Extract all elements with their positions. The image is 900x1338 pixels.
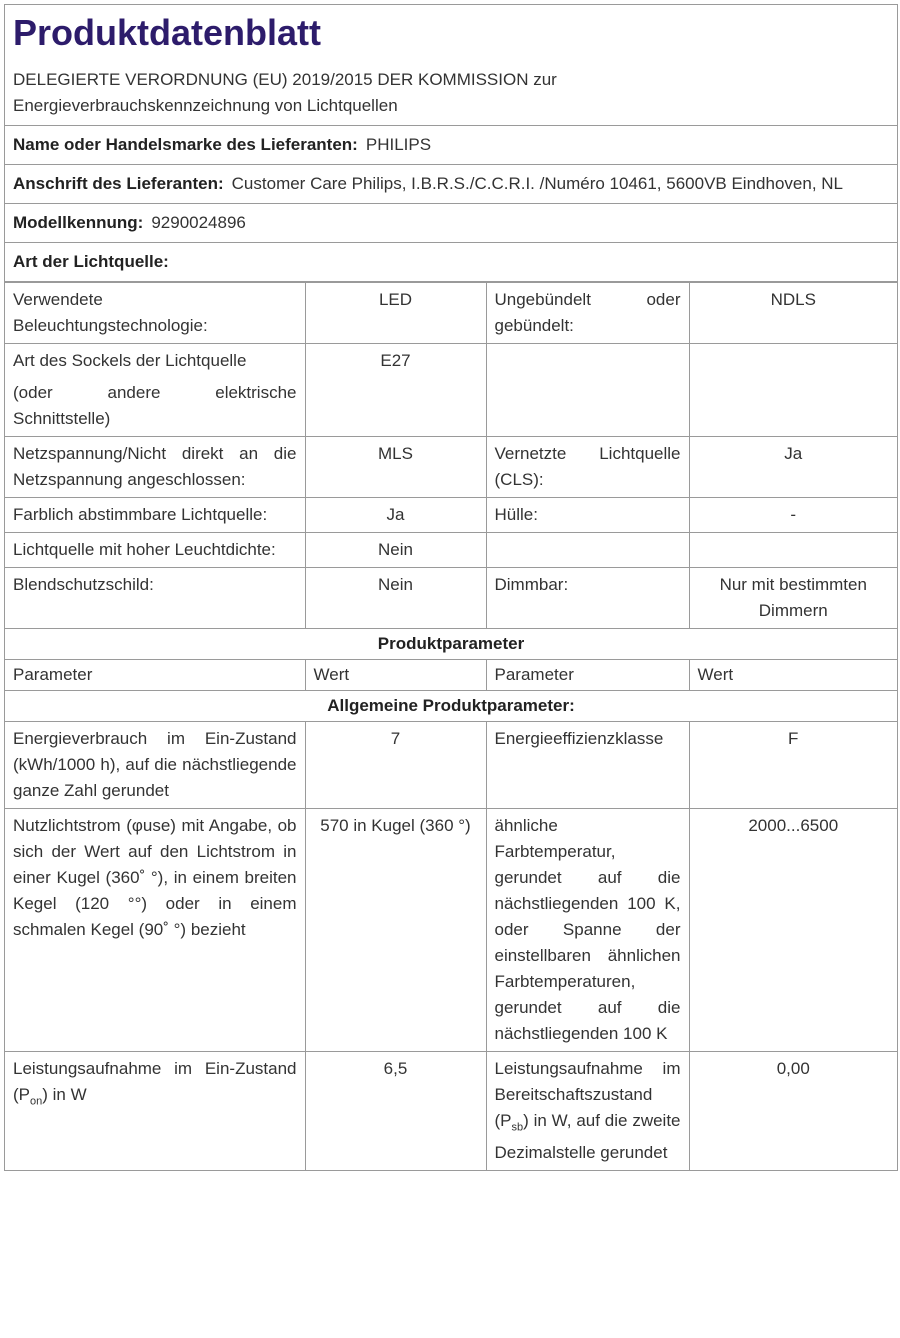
section-header-row [5,691,897,722]
light-source-type-row [5,243,897,282]
row-label: Netzspannung/Nicht direkt an die Netzspannung angeschlossen: [5,437,305,498]
row-value: 2000...6500 [689,809,897,1052]
table-row [5,344,897,437]
table-row [5,809,897,1052]
row-label [486,533,689,568]
row-label: Verwendete Beleuchtungstechnologie: [5,283,305,344]
light-source-type-label: Art der Lichtquelle: [13,252,169,271]
row-label: Dimmbar: [486,568,689,629]
column-header-row [5,660,897,691]
supplier-name-label: Name oder Handelsmarke des Lieferanten: [13,135,358,154]
row-value: 7 [305,722,486,809]
subtitle-line-2: Energieverbrauchskennzeichnung von Lichtquellen [13,96,398,115]
table-row [5,437,897,498]
table-row [5,533,897,568]
row-value: Nur mit bestimmten Dimmern [689,568,897,629]
light-source-table [5,282,897,1171]
standby-power-label: Leistungsaufnahme im Bereitschaftszustand (P [494,1059,681,1130]
supplier-name-row [5,126,897,165]
model-id-row [5,204,897,243]
model-id-value: 9290024896 [151,213,246,232]
row-value: LED [305,283,486,344]
row-label [486,1052,689,1171]
standby-power-unit: ) in W, auf die zweite Dezimalstelle gerundet [494,1111,681,1163]
row-value: 0,00 [689,1052,897,1171]
row-label: Energieverbrauch im Ein-Zustand (kWh/1000 h), auf die nächstliegende ganze Zahl gerundet [5,722,305,809]
row-value: Ja [305,498,486,533]
row-value: Nein [305,568,486,629]
row-label: ähnliche Farbtemperatur, gerundet auf die nächstliegenden 100 K, oder Spanne der einstellbaren ähnlichen Farbtemperaturen, gerundet auf die nächstliegenden 100 K [486,809,689,1052]
general-parameters-heading: Allgemeine Produktparameter: [5,691,897,722]
supplier-address-label: Anschrift des Lieferanten: [13,174,224,193]
table-row [5,722,897,809]
table-row [5,498,897,533]
subtitle-line-1: DELEGIERTE VERORDNUNG (EU) 2019/2015 DER KOMMISSION zur [13,70,557,89]
row-value [689,533,897,568]
row-value: 570 in Kugel (360 °) [305,809,486,1052]
section-header-row [5,629,897,660]
row-value: MLS [305,437,486,498]
row-value: Nein [305,533,486,568]
row-label: Ungebündelt oder gebündelt: [486,283,689,344]
row-value: - [689,498,897,533]
row-label [486,344,689,437]
power-on-subscript: on [30,1095,43,1108]
column-header-value: Wert [689,660,897,691]
table-row [5,568,897,629]
power-on-label: Leistungsaufnahme im Ein-Zustand (P [13,1059,297,1104]
row-value: E27 [305,344,486,437]
row-label: Hülle: [486,498,689,533]
column-header-parameter: Parameter [5,660,305,691]
row-label: Nutzlichtstrom (φuse) mit Angabe, ob sich der Wert auf den Lichtstrom in einer Kugel (360˚ °), in einem breiten Kegel (120 °°) oder in einem schmalen Kegel (90˚ °) bezieht [5,809,305,1052]
row-label [5,344,305,437]
row-label: Vernetzte Lichtquelle (CLS): [486,437,689,498]
row-label: Lichtquelle mit hoher Leuchtdichte: [5,533,305,568]
row-label: Blendschutzschild: [5,568,305,629]
row-label: Energieeffizienzklasse [486,722,689,809]
regulation-subtitle [5,61,897,126]
page-title: Produktdatenblatt [13,12,322,53]
supplier-address-value: Customer Care Philips, I.B.R.S./C.C.R.I. /Numéro 10461, 5600VB Eindhoven, NL [231,174,843,193]
table-row [5,1052,897,1171]
model-id-label: Modellkennung: [13,213,144,232]
row-value: NDLS [689,283,897,344]
supplier-address-row [5,165,897,204]
product-datasheet [4,4,898,1171]
row-value [689,344,897,437]
column-header-value: Wert [305,660,486,691]
supplier-name-value: PHILIPS [365,135,432,154]
standby-power-subscript: sb [511,1121,524,1134]
socket-label-note: (oder andere elektrische Schnittstelle) [13,383,297,428]
power-on-unit: ) in W [42,1085,87,1104]
row-value: 6,5 [305,1052,486,1171]
row-label: Farblich abstimmbare Lichtquelle: [5,498,305,533]
socket-label: Art des Sockels der Lichtquelle [13,351,247,370]
column-header-parameter: Parameter [486,660,689,691]
row-value: F [689,722,897,809]
table-row [5,283,897,344]
row-value: Ja [689,437,897,498]
row-label [5,1052,305,1171]
product-parameters-heading: Produktparameter [5,629,897,660]
